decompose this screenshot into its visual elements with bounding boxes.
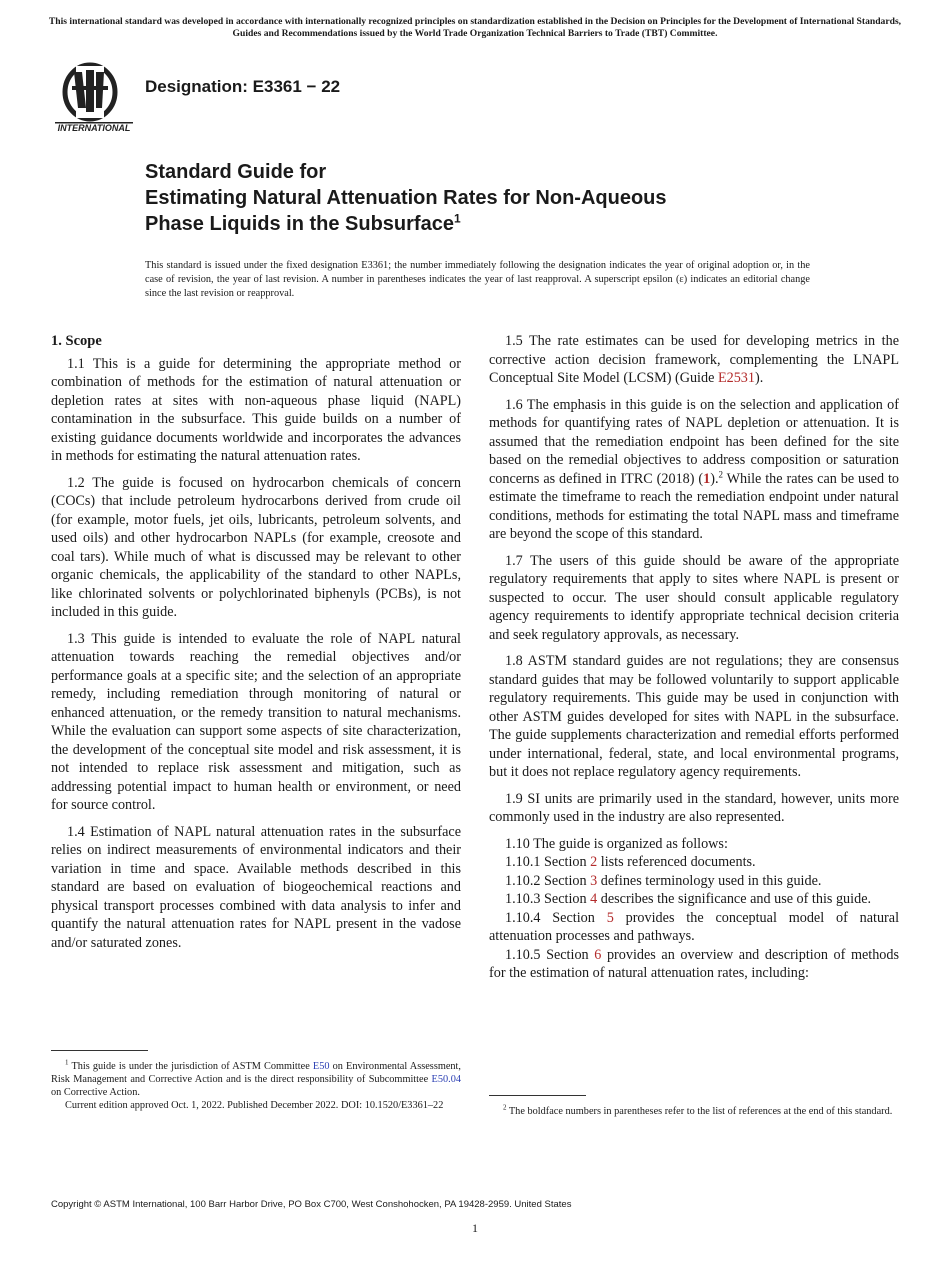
left-column [51, 332, 461, 960]
title-line-2: Estimating Natural Attenuation Rates for Non-Aqueous [145, 187, 667, 209]
footnote-rule-right [489, 1095, 586, 1096]
footnote-rule-left [51, 1050, 148, 1051]
copyright-notice: Copyright © ASTM International, 100 Barr Harbor Drive, PO Box C700, West Conshohocken, PA 19428-2959. United States [51, 1199, 572, 1210]
issued-note: This standard is issued under the fixed designation E3361; the number immediately following the designation indicates the year of original adoption or, in the case of revision, the year of last revision. A number in parentheses indicates the year of last reapproval. A superscript epsilon (ε) indicates an editorial change since the last revision or reapproval. [145, 260, 810, 299]
footnote-2-mark[interactable]: 2 [718, 468, 723, 479]
right-column [489, 332, 899, 983]
designation: Designation: E3361 − 22 [145, 77, 341, 96]
reference-1-link[interactable]: 1 [703, 470, 711, 487]
paragraph-1-10-1: 1.10.1 Section 2 lists referenced documents. [505, 854, 756, 870]
paragraph-1-7: 1.7 The users of this guide should be aware of the appropriate regulatory requirements that apply to sites where NAPL is present or suspected to occur. The user should consult applicable regulatory agency requirements to identify appropriate technical decision criteria and seek regulatory approvals, as necessary. [489, 552, 899, 643]
committee-e50-link[interactable]: E50 [312, 1061, 330, 1072]
paragraph-1-6: 1.6 The emphasis in this guide is on the selection and application of methods for quantifying rates of NAPL depletion or attenuation. It is assumed that the remediation endpoint has been defined for the site based on the remedial objectives to address composition or saturation concerns as defined in ITRC (2018) (1).$^2$ While the rates can be used to estimate the timeframe to reach the remediation endpoint under natural conditions, methods for estimating the total NAPL mass and timeframe are beyond the scope of this standard. [489, 396, 899, 542]
paragraph-1-5: 1.5 The rate estimates can be used for developing metrics in the corrective action decision framework, complementing the LNAPL Conceptual Site Model (LCSM) (Guide E2531). [489, 333, 899, 386]
paragraph-1-10-3: 1.10.3 Section 4 describes the significance and use of this guide. [505, 891, 872, 907]
section-4-link[interactable]: 4 [590, 891, 598, 907]
section-6-link[interactable]: 6 [594, 946, 602, 963]
paragraph-1-10-4: 1.10.4 Section 5 provides the conceptual model of natural attenuation processes and pathways. [489, 909, 900, 944]
svg-text:INTERNATIONAL: INTERNATIONAL [57, 123, 131, 132]
guide-e2531-link[interactable]: E2531 [717, 370, 755, 386]
subcommittee-e50-04-link[interactable]: E50.04 [431, 1074, 461, 1085]
paragraph-1-1: 1.1 This is a guide for determining the appropriate method or combination of methods for the estimation of natural attenuation or depletion rates at sites with non-aqueous phase liquid (NAPL) contamination in the subsurface. This guide builds on a number of existing guidance documents worldwide and incorporates the advances in methods for estimating the natural attenuation rates. [51, 355, 461, 464]
footnote-1: $^1$ This guide is under the jurisdiction of ASTM Committee E50 on Environmental Assessment, Risk Management and Corrective Action and is the direct responsibility of Subcommittee E50.04 on Corrective Action. Current edition approved Oct. 1, 2022. Published December 2022. DOI: 10.1520/E3361–22 [51, 1058, 461, 1111]
paragraph-1-3: 1.3 This guide is intended to evaluate the role of NAPL natural attenuation towards reaching the remedial objectives and/or performance goals at a specific site; and the selection of an appropriate remedy, including remediation through monitoring of natural or enhanced attenuation, or the remedy transition to natural mechanisms. While the evaluation can support some aspects of site characterization, the development of the conceptual site model and risk assessment, it is not intended to replace risk assessment and mitigation, such as addressing potential impact to human health or environment, or need for source control. [51, 630, 461, 813]
paragraph-1-9: 1.9 SI units are primarily used in the standard, however, units more commonly used in the industry are also represented. [489, 790, 899, 825]
title-line-3: Phase Liquids in the Subsurface$^1$ [145, 211, 461, 235]
section-3-link[interactable]: 3 [590, 872, 598, 889]
section-heading-scope: 1. Scope [51, 333, 102, 349]
document-title [145, 159, 667, 237]
astm-logo [52, 60, 136, 132]
edition-approved-note: Current edition approved Oct. 1, 2022. Published December 2022. DOI: 10.1520/E3361–22 [65, 1100, 444, 1111]
paragraph-1-8: 1.8 ASTM standard guides are not regulations; they are consensus standard guides that may be followed voluntarily to support applicable regulatory requirements. This guide may be used in conjunction with other ASTM guides developed for sites with NAPL in the subsurface. The guide supplements characterization and remedial efforts performed under international, federal, state, and local environmental programs, but it does not replace regulatory agency requirements. [489, 653, 899, 780]
wto-notice: This international standard was developed in accordance with internationally recognized principles on standardization established in the Decision on Principles for the Development of International Standards, Guides and Recommendations issued by the World Trade Organization Technical Barriers to Trade (TBT) Committee. [48, 16, 902, 39]
title-line-1: Standard Guide for [145, 161, 327, 183]
paragraph-1-10: 1.10 The guide is organized as follows: [505, 835, 728, 852]
paragraph-1-2: 1.2 The guide is focused on hydrocarbon chemicals of concern (COCs) that include petroleum hydrocarbons derived from crude oil (for example, motor fuels, jet oils, lubricants, petroleum solvents, and used oils) and other hydrocarbon NAPLs (for example, creosote and coal tars). While much of what is discussed may be relevant to other organic chemicals, the applicability of the standard to other NAPLs, like chlorinated solvents or polychlorinated biphenyls (PCBs), is not included in this guide. [51, 474, 461, 620]
title-footnote-mark[interactable]: 1 [453, 211, 461, 226]
section-2-link[interactable]: 2 [590, 854, 598, 870]
section-5-link[interactable]: 5 [606, 909, 614, 926]
page-number: 1 [472, 1221, 478, 1235]
paragraph-1-10-2: 1.10.2 Section 3 defines terminology used in this guide. [505, 872, 822, 889]
paragraph-1-10-5: 1.10.5 Section 6 provides an overview and description of methods for the estimation of natural attenuation rates, including: [489, 946, 900, 981]
paragraph-1-4: 1.4 Estimation of NAPL natural attenuation rates in the subsurface relies on indirect measurements of environmental indicators and their variation in time and space. Available methods described in this standard are based on evaluation of biogeochemical reactions and physical transport processes combined with data analysis to infer and quantify the natural attenuation rates for NAPL present in the vadose and/or saturated zones. [51, 823, 461, 951]
footnote-2: $^2$ The boldface numbers in parentheses refer to the list of references at the end of this standard. [503, 1103, 893, 1117]
astm-logo-icon [52, 60, 136, 132]
